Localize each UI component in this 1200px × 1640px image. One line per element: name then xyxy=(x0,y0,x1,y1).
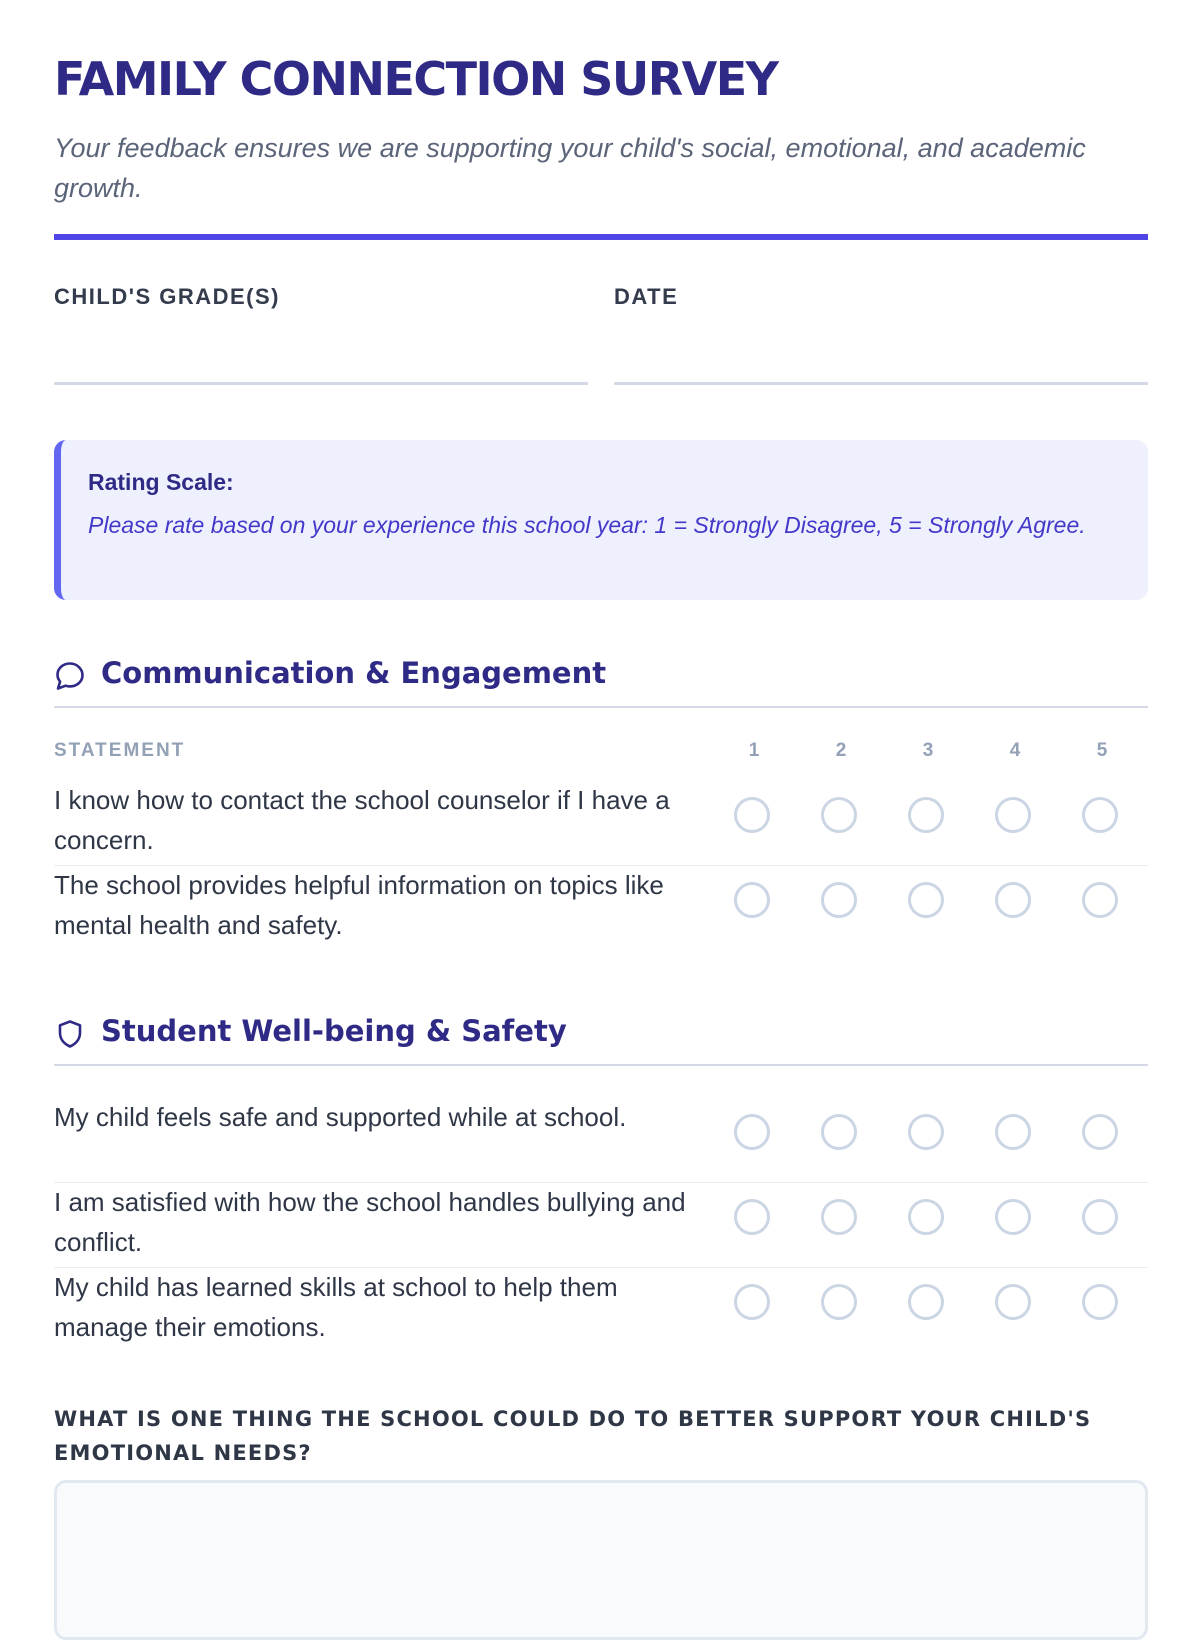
rating-scale-text: Please rate based on your experience this school year: 1 = Strongly Disagree, 5 = Strongly Agree. xyxy=(88,512,1086,538)
scale-header-3: 3 xyxy=(922,740,934,761)
grade-label: CHILD'S GRADE(S) xyxy=(54,284,281,309)
rating-radio-1[interactable] xyxy=(734,1284,770,1320)
section-title: Student Well-being & Safety xyxy=(101,1014,567,1048)
rating-radio-2[interactable] xyxy=(821,1199,857,1235)
rating-radio-4[interactable] xyxy=(995,1284,1031,1320)
rating-radio-3[interactable] xyxy=(908,797,944,833)
rating-radio-3[interactable] xyxy=(908,882,944,918)
date-label: DATE xyxy=(614,284,679,309)
rating-radio-3[interactable] xyxy=(908,1114,944,1150)
rating-radio-5[interactable] xyxy=(1082,1199,1118,1235)
section-title: Communication & Engagement xyxy=(101,656,607,690)
open-question-label: WHAT IS ONE THING THE SCHOOL COULD DO TO BETTER SUPPORT YOUR CHILD'S EMOTIONAL NEEDS? xyxy=(54,1407,1092,1465)
header-divider xyxy=(54,234,1148,240)
rating-scale-callout xyxy=(54,440,1148,600)
rating-radio-2[interactable] xyxy=(821,1114,857,1150)
rating-radio-1[interactable] xyxy=(734,1114,770,1150)
table-row xyxy=(54,865,1148,950)
rating-scale-title: Rating Scale: xyxy=(88,469,234,495)
statement-text: I know how to contact the school counselor if I have a concern. xyxy=(54,785,670,855)
statement-column-header: STATEMENT xyxy=(54,740,186,761)
rating-radio-5[interactable] xyxy=(1082,882,1118,918)
table-row xyxy=(54,780,1148,866)
table-row xyxy=(54,1097,1148,1183)
rating-radio-5[interactable] xyxy=(1082,1114,1118,1150)
table-row xyxy=(54,1267,1148,1352)
table-row xyxy=(54,1182,1148,1268)
rating-radio-2[interactable] xyxy=(821,882,857,918)
rating-radio-3[interactable] xyxy=(908,1284,944,1320)
section-divider xyxy=(54,1064,1148,1066)
rating-radio-4[interactable] xyxy=(995,1114,1031,1150)
page-title: FAMILY CONNECTION SURVEY xyxy=(54,52,778,106)
rating-radio-1[interactable] xyxy=(734,882,770,918)
date-input[interactable] xyxy=(614,382,1148,385)
shield-icon xyxy=(54,1018,86,1050)
scale-header-1: 1 xyxy=(748,740,760,761)
rating-radio-1[interactable] xyxy=(734,1199,770,1235)
statement-text: The school provides helpful information on topics like mental health and safety. xyxy=(54,870,664,940)
rating-radio-4[interactable] xyxy=(995,797,1031,833)
rating-radio-1[interactable] xyxy=(734,797,770,833)
scale-header-4: 4 xyxy=(1009,740,1021,761)
rating-radio-3[interactable] xyxy=(908,1199,944,1235)
rating-radio-4[interactable] xyxy=(995,882,1031,918)
scale-header-2: 2 xyxy=(835,740,847,761)
page-subtitle: Your feedback ensures we are supporting your child's social, emotional, and academic growth. xyxy=(54,133,1086,203)
open-answer-textarea[interactable] xyxy=(54,1480,1148,1640)
statement-text: I am satisfied with how the school handles bullying and conflict. xyxy=(54,1187,686,1257)
statement-text: My child feels safe and supported while at school. xyxy=(54,1102,627,1132)
rating-radio-5[interactable] xyxy=(1082,1284,1118,1320)
rating-radio-2[interactable] xyxy=(821,797,857,833)
chat-bubble-icon xyxy=(54,660,86,692)
rating-radio-2[interactable] xyxy=(821,1284,857,1320)
rating-radio-5[interactable] xyxy=(1082,797,1118,833)
rating-radio-4[interactable] xyxy=(995,1199,1031,1235)
section-divider xyxy=(54,706,1148,708)
scale-header-5: 5 xyxy=(1096,740,1108,761)
statement-text: My child has learned skills at school to help them manage their emotions. xyxy=(54,1272,618,1342)
grade-input[interactable] xyxy=(54,382,588,385)
